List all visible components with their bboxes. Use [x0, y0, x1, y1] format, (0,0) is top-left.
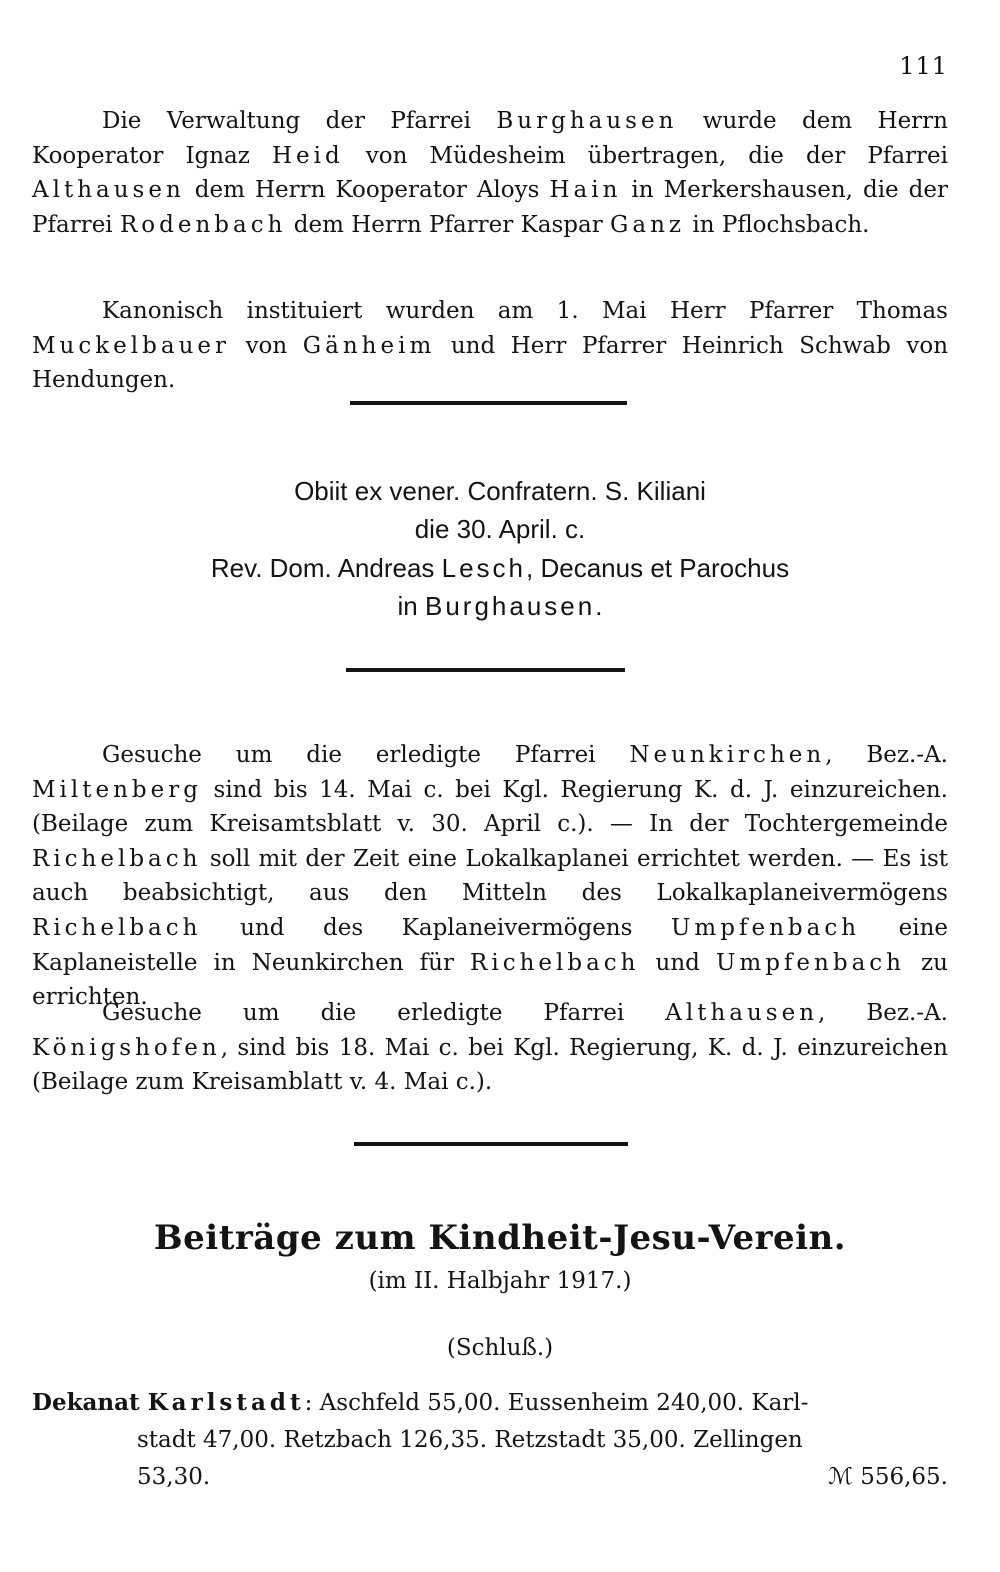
text-run: von [230, 332, 303, 359]
place-name: Richelbach [32, 914, 202, 941]
place-name: Miltenberg [32, 776, 202, 803]
deanery-total: ℳ 556,65. [828, 1464, 948, 1490]
text-run: : Aschfeld 55,00. Eussenheim 240,00. Karl- [304, 1390, 809, 1416]
person-name: Lesch [441, 553, 527, 583]
text-run: und Herr Pfarrer Heinrich Schwab von Hendungen. [32, 332, 949, 394]
person-name: Hain [549, 177, 622, 204]
obituary-line-2: die 30. April. c. [414, 514, 586, 544]
text-run: 53,30. [137, 1464, 211, 1490]
section-divider [346, 668, 625, 672]
place-name: Richelbach [32, 845, 202, 872]
text-run: und des Kaplaneivermögens [201, 914, 672, 941]
place-name: Rodenbach [119, 211, 287, 238]
place-name: Neunkirchen [629, 742, 826, 768]
text-run: sind bis 14. Mai c. bei Kgl. Regierung K. d. J. einzureichen. (Beilage zum Kreisamtsblatt v. 30. April c.). — In der Tochtergemeinde [32, 776, 948, 838]
paragraph-althausen-vacancy [32, 996, 948, 1100]
contributions-heading: Beiträge zum Kindheit-Jesu-Verein. [153, 1218, 847, 1258]
obituary-line-1: Obiit ex vener. Confratern. S. Kiliani [294, 476, 706, 506]
paragraph-canonical-institution [32, 294, 948, 398]
paragraph-parish-administration [32, 104, 948, 242]
text-run: von Müdesheim übertragen, die der Pfarrei [343, 142, 948, 169]
text-run: , sind bis 18. Mai c. bei Kgl. Regierung, K. d. J. einzureichen (Beilage zum Kreisamblatt v. 4. Mai c.). [32, 1034, 948, 1096]
text-run: eine Kaplaneistelle in Neunkirchen für [32, 914, 949, 976]
text-run: Rev. Dom. Andreas [210, 553, 442, 583]
text-run: dem Herrn Kooperator Aloys [184, 177, 550, 204]
text-run: zu errichten. [32, 949, 948, 1011]
text-run: , Bez.-A. [818, 1000, 948, 1026]
text-run: in [397, 591, 425, 621]
text-run: . [595, 591, 603, 621]
place-name: Richelbach [470, 949, 640, 976]
text-run: , Bez.-A. [825, 742, 948, 768]
text-run: Die Verwaltung der Pfarrei [102, 108, 497, 134]
text-run: Kanonisch instituiert wurden am 1. Mai Herr Pfarrer Thomas [102, 298, 948, 324]
text-run: , Decanus et Parochus [526, 553, 790, 583]
place-name: Umpfenbach [716, 949, 905, 976]
section-divider [350, 401, 627, 405]
deanery-karlstadt-entry [32, 1384, 948, 1496]
deanery-line-2: stadt 47,00. Retzbach 126,35. Retzstadt 35,00. Zellingen [137, 1427, 803, 1453]
text-run: dem Herrn Pfarrer Kaspar [286, 211, 611, 238]
place-name: Burghausen [425, 591, 596, 621]
deanery-line-1 [32, 1384, 948, 1422]
place-name: Burghausen [496, 108, 678, 134]
obituary-line-4 [0, 587, 1000, 626]
place-name: Althausen [32, 177, 185, 204]
deanery-label: Dekanat [32, 1389, 148, 1416]
place-name: Königshofen [32, 1034, 221, 1061]
text-run: wurde dem Herrn Kooperator Ignaz [32, 108, 948, 169]
person-name: Muckelbauer [32, 332, 231, 359]
place-name: Gänheim [302, 332, 436, 359]
person-name: Heid [271, 142, 344, 169]
text-run: in Merkershausen, die der Pfarrei [32, 177, 948, 238]
deanery-line-3 [32, 1459, 948, 1496]
text-run: Gesuche um die erledigte Pfarrei [102, 742, 630, 768]
deanery-name: Karlstadt [147, 1389, 305, 1416]
place-name: Althausen [665, 1000, 819, 1026]
text-run: soll mit der Zeit eine Lokalkaplanei errichtet werden. — Es ist auch beabsichtigt, aus den Mitteln des Lokalkaplaneivermögens [32, 845, 948, 907]
paragraph-neunkirchen-vacancy [32, 738, 948, 1015]
text-run: Gesuche um die erledigte Pfarrei [102, 1000, 666, 1026]
text-run: in Pflochsbach. [685, 211, 870, 238]
contributions-conclusion-note: (Schluß.) [446, 1335, 554, 1361]
obituary-line-3 [0, 549, 1000, 588]
place-name: Umpfenbach [671, 914, 861, 941]
person-name: Ganz [610, 211, 686, 238]
section-divider [354, 1142, 628, 1146]
page-number: 111 [899, 52, 948, 80]
contributions-subheading: (im II. Halbjahr 1917.) [368, 1268, 632, 1294]
text-run: und [639, 949, 716, 976]
